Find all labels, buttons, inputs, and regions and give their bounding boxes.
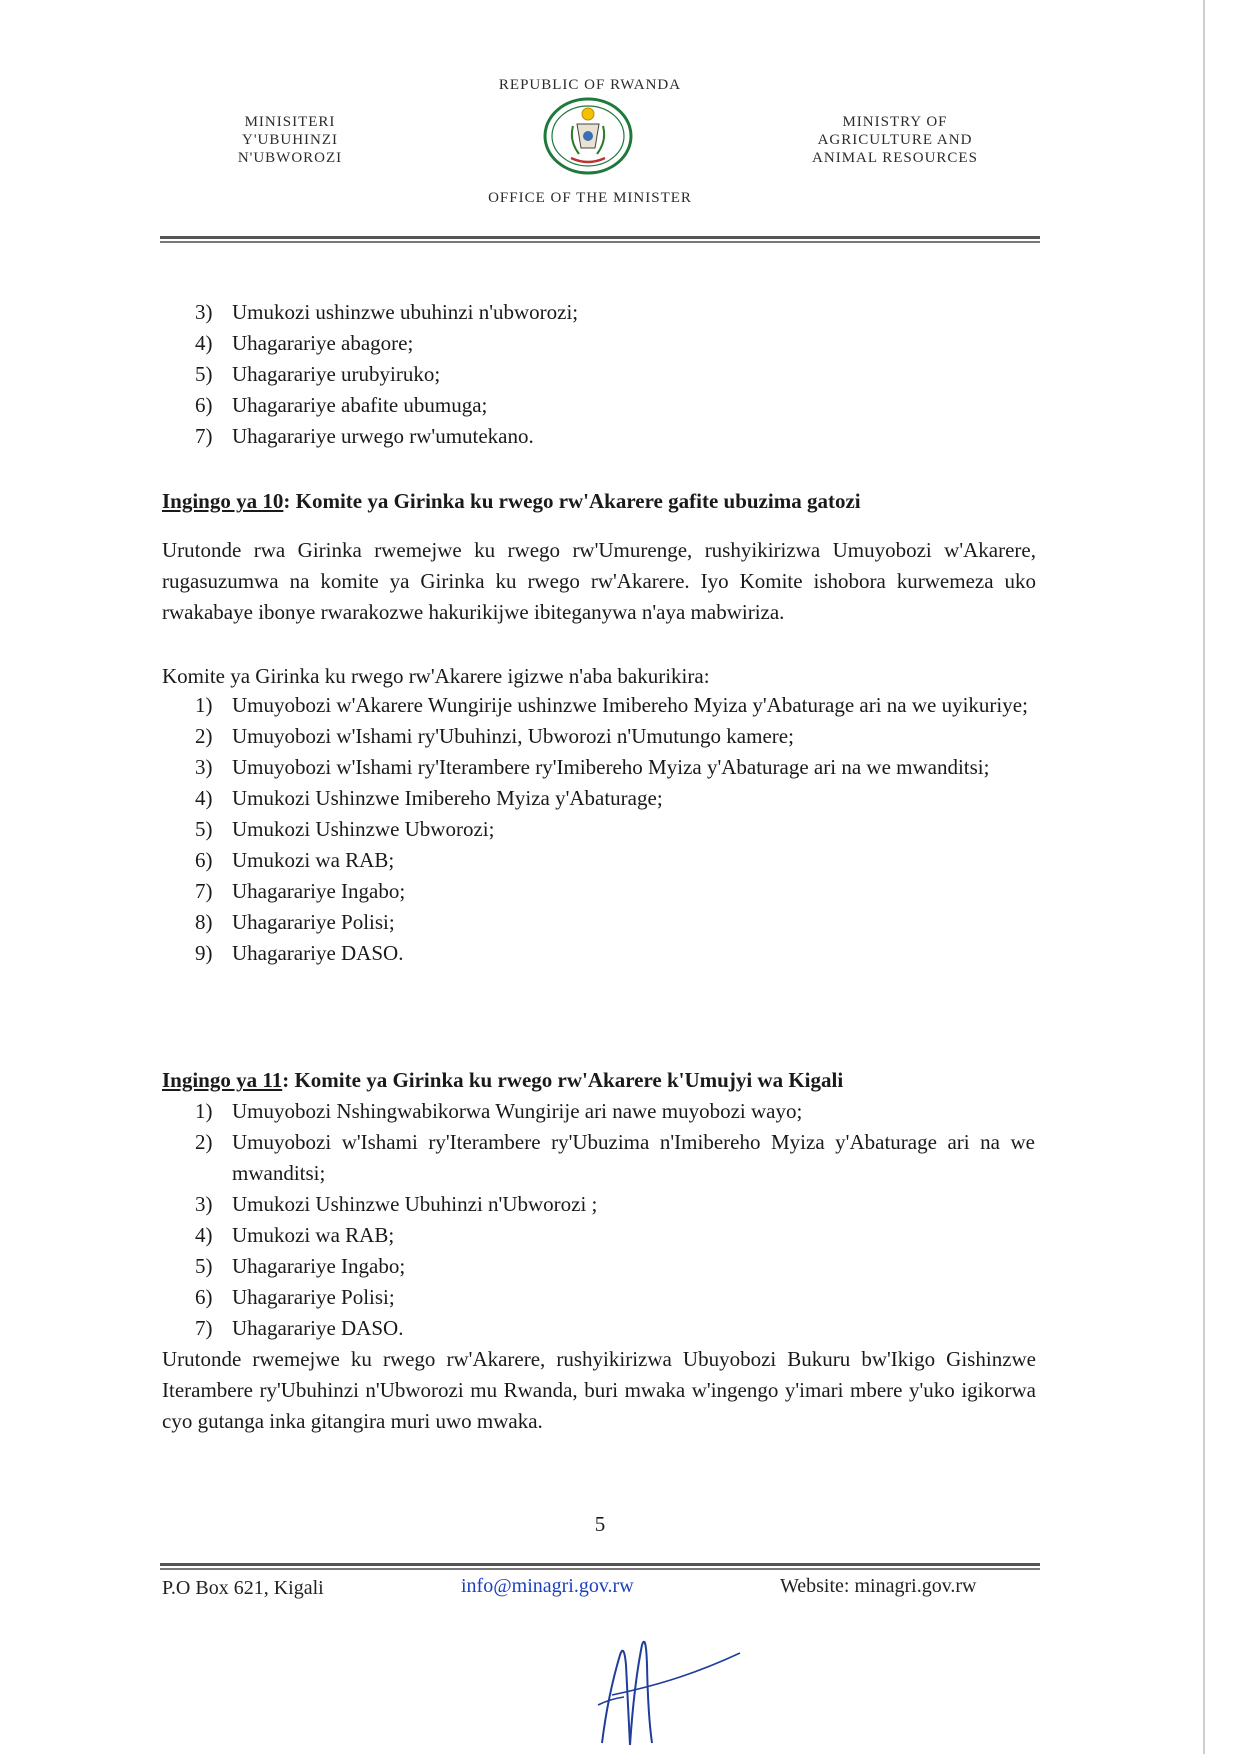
header-left-line: Y'UBUHINZI — [241, 132, 339, 148]
list-text: Umukozi ushinzwe ubuhinzi n'ubworozi; — [232, 300, 579, 324]
list-text: Uhagarariye DASO. — [232, 941, 404, 965]
list-number: 7) — [195, 1316, 213, 1340]
list-item — [195, 721, 1035, 752]
article-11-label: Ingingo ya 11 — [162, 1068, 283, 1092]
list-text: Uhagarariye urwego rw'umutekano. — [232, 424, 534, 448]
footer-website: Website: minagri.gov.rw — [780, 1575, 977, 1597]
footer-divider — [160, 1563, 1040, 1566]
list-text: Umukozi wa RAB; — [232, 1223, 395, 1247]
header-divider — [160, 236, 1040, 239]
article-11-title: : Komite ya Girinka ku rwego rw'Akarere k'Umujyi wa Kigali — [282, 1068, 844, 1092]
header-left-line: N'UBWOROZI — [237, 150, 343, 166]
list-text: Umukozi Ushinzwe Ubworozi; — [232, 817, 495, 841]
scan-edge-line — [1203, 0, 1205, 1754]
rwanda-emblem-icon — [541, 96, 635, 176]
list-text: Umuyobozi Nshingwabikorwa Wungirije ari nawe muyobozi wayo; — [232, 1099, 803, 1123]
list-item — [195, 690, 1035, 721]
list-item — [195, 359, 1035, 390]
header-right-line: AGRICULTURE AND — [817, 132, 973, 148]
header-title: REPUBLIC OF RWANDA — [498, 77, 682, 93]
list-item — [195, 297, 1035, 328]
list-item — [195, 1127, 1035, 1189]
list-text: Umukozi Ushinzwe Ubuhinzi n'Ubworozi ; — [232, 1192, 598, 1216]
header-divider-thin — [160, 241, 1040, 243]
header-right-line: MINISTRY OF — [842, 114, 948, 130]
list-text: Uhagarariye Ingabo; — [232, 1254, 406, 1278]
list-number: 8) — [195, 910, 213, 934]
list-item — [195, 752, 1035, 783]
list-item — [195, 1220, 1035, 1251]
article-10-label: Ingingo ya 10 — [162, 489, 284, 513]
footer-email-link[interactable]: info@minagri.gov.rw — [461, 1575, 634, 1597]
article-11-list — [195, 1096, 1035, 1344]
list-text: Umukozi wa RAB; — [232, 848, 395, 872]
list-number: 4) — [195, 331, 213, 355]
page-number: 5 — [594, 1512, 606, 1536]
list-item — [195, 938, 1035, 969]
list-text: Uhagarariye Polisi; — [232, 1285, 395, 1309]
list-item — [195, 907, 1035, 938]
article-10-title: : Komite ya Girinka ku rwego rw'Akarere gafite ubuzima gatozi — [283, 489, 861, 513]
list-item — [195, 814, 1035, 845]
list-item — [195, 421, 1035, 452]
header-right-line: ANIMAL RESOURCES — [812, 150, 978, 166]
list-item — [195, 390, 1035, 421]
article-10-list — [195, 690, 1035, 969]
list-number: 5) — [195, 1254, 213, 1278]
list-text: Uhagarariye abafite ubumuga; — [232, 393, 488, 417]
list-text: Umuyobozi w'Ishami ry'Iterambere ry'Ubuzima n'Imibereho Myiza y'Abaturage ari na we mwanditsi; — [232, 1130, 1035, 1185]
list-number: 6) — [195, 1285, 213, 1309]
list-text: Uhagarariye urubyiruko; — [232, 362, 441, 386]
header-left-line: MINISITERI — [244, 114, 336, 130]
article-10-intro: Komite ya Girinka ku rwego rw'Akarere igizwe n'aba bakurikira: — [162, 664, 710, 688]
list-number: 3) — [195, 1192, 213, 1216]
list-item — [195, 783, 1035, 814]
list-item — [195, 876, 1035, 907]
list-number: 9) — [195, 941, 213, 965]
list-number: 2) — [195, 1130, 213, 1154]
list-text: Uhagarariye Ingabo; — [232, 879, 406, 903]
article-10-paragraph: Urutonde rwa Girinka rwemejwe ku rwego rw'Umurenge, rushyikirizwa Umuyobozi w'Akarere, rugasuzumwa na komite ya Girinka ku rwego rw'Akarere. Iyo Komite ishobora kurwemeza uko rwakabaye ibonye rwarakozwe hakurikijwe ibiteganywa n'aya mabwiriza. — [162, 538, 1036, 624]
list-number: 7) — [195, 424, 213, 448]
list-number: 3) — [195, 300, 213, 324]
list-text: Umuyobozi w'Ishami ry'Ubuhinzi, Ubworozi n'Umutungo kamere; — [232, 724, 794, 748]
article-11-heading — [162, 1065, 1036, 1096]
list-item — [195, 1251, 1035, 1282]
list-item — [195, 1096, 1035, 1127]
list-number: 5) — [195, 362, 213, 386]
list-continuation — [195, 297, 1035, 452]
list-text: Umuyobozi w'Akarere Wungirije ushinzwe Imibereho Myiza y'Abaturage ari na we uyikuriye; — [232, 693, 1028, 717]
list-item — [195, 1189, 1035, 1220]
list-number: 3) — [195, 755, 213, 779]
footer-divider-thin — [160, 1568, 1040, 1570]
list-item — [195, 328, 1035, 359]
article-10-heading — [162, 486, 1036, 517]
signature-image — [590, 1625, 750, 1750]
header-left-block — [190, 113, 390, 167]
list-item — [195, 1313, 1035, 1344]
header-right-block — [770, 113, 1020, 167]
article-11-closing-paragraph: Urutonde rwemejwe ku rwego rw'Akarere, rushyikirizwa Ubuyobozi Bukuru bw'Ikigo Gishinzwe Iterambere ry'Ubuhinzi n'Ubworozi mu Rwanda, buri mwaka w'ingengo y'imari mbere y'uko igikorwa cyo gutanga inka gitangira muri uwo mwaka. — [162, 1347, 1036, 1433]
office-title: OFFICE OF THE MINISTER — [488, 190, 692, 206]
list-number: 6) — [195, 848, 213, 872]
list-text: Umukozi Ushinzwe Imibereho Myiza y'Abaturage; — [232, 786, 663, 810]
list-number: 6) — [195, 393, 213, 417]
list-number: 4) — [195, 786, 213, 810]
list-text: Uhagarariye Polisi; — [232, 910, 395, 934]
list-text: Uhagarariye DASO. — [232, 1316, 404, 1340]
list-number: 7) — [195, 879, 213, 903]
list-number: 1) — [195, 693, 213, 717]
list-item — [195, 845, 1035, 876]
list-item — [195, 1282, 1035, 1313]
list-number: 5) — [195, 817, 213, 841]
list-number: 4) — [195, 1223, 213, 1247]
list-number: 1) — [195, 1099, 213, 1123]
list-text: Umuyobozi w'Ishami ry'Iterambere ry'Imibereho Myiza y'Abaturage ari na we mwanditsi; — [232, 755, 990, 779]
list-text: Uhagarariye abagore; — [232, 331, 414, 355]
footer-address: P.O Box 621, Kigali — [162, 1577, 324, 1599]
list-number: 2) — [195, 724, 213, 748]
